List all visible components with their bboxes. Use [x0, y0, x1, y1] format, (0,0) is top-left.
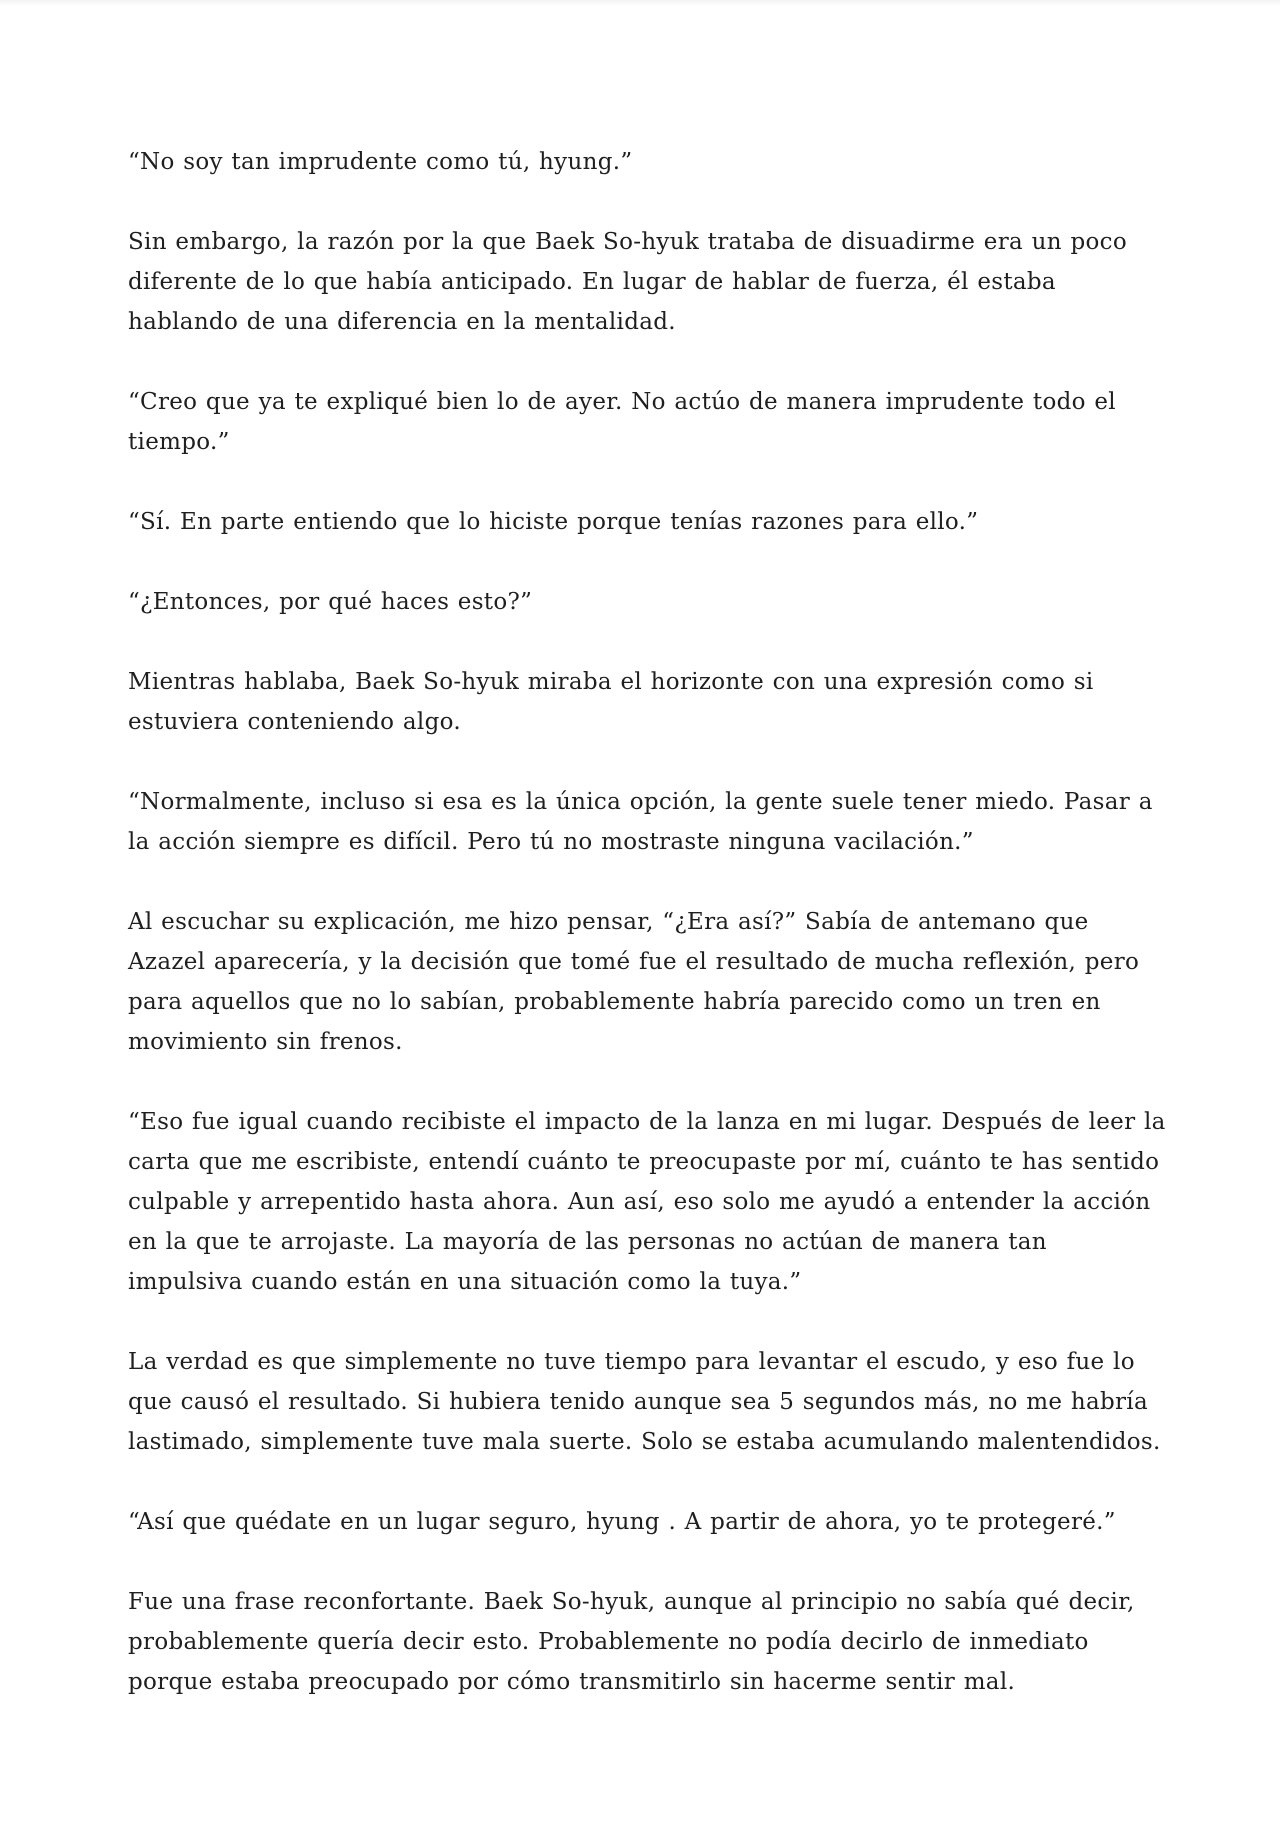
document-body: [128, 142, 1168, 1742]
paragraph: Sin embargo, la razón por la que Baek So-hyuk trataba de disuadirme era un poco diferente de lo que había anticipado. En lugar de hablar de fuerza, él estaba hablando de una diferencia en la mentalidad.: [128, 229, 1127, 335]
paragraph: “Así que quédate en un lugar seguro, hyung . A partir de ahora, yo te protegeré.”: [128, 1509, 1116, 1535]
paragraph: “Creo que ya te expliqué bien lo de ayer. No actúo de manera imprudente todo el tiempo.”: [128, 389, 1116, 455]
paragraph: Mientras hablaba, Baek So-hyuk miraba el horizonte con una expresión como si estuviera conteniendo algo.: [128, 669, 1094, 735]
page-top-edge: [0, 0, 1280, 6]
paragraph: Al escuchar su explicación, me hizo pensar, “¿Era así?” Sabía de antemano que Azazel aparecería, y la decisión que tomé fue el resultado de mucha reflexión, pero para aquellos que no lo sabían, probablemente habría parecido como un tren en movimiento sin frenos.: [128, 909, 1140, 1055]
paragraph: La verdad es que simplemente no tuve tiempo para levantar el escudo, y eso fue lo que causó el resultado. Si hubiera tenido aunque sea 5 segundos más, no me habría lastimado, simplemente tuve mala suerte. Solo se estaba acumulando malentendidos.: [128, 1349, 1161, 1455]
paragraph: “Sí. En parte entiendo que lo hiciste porque tenías razones para ello.”: [128, 509, 979, 535]
paragraph: “No soy tan imprudente como tú, hyung.”: [128, 149, 633, 175]
paragraph: Fue una frase reconfortante. Baek So-hyuk, aunque al principio no sabía qué decir, probablemente quería decir esto. Probablemente no podía decirlo de inmediato porque estaba preocupado por cómo transmitirlo sin hacerme sentir mal.: [128, 1589, 1135, 1695]
paragraph: “Eso fue igual cuando recibiste el impacto de la lanza en mi lugar. Después de leer la carta que me escribiste, entendí cuánto te preocupaste por mí, cuánto te has sentido culpable y arrepentido hasta ahora. Aun así, eso solo me ayudó a entender la acción en la que te arrojaste. La mayoría de las personas no actúan de manera tan impulsiva cuando están en una situación como la tuya.”: [128, 1109, 1166, 1295]
paragraph: “¿Entonces, por qué haces esto?”: [128, 589, 533, 615]
paragraph: “Normalmente, incluso si esa es la única opción, la gente suele tener miedo. Pasar a la acción siempre es difícil. Pero tú no mostraste ninguna vacilación.”: [128, 789, 1153, 855]
